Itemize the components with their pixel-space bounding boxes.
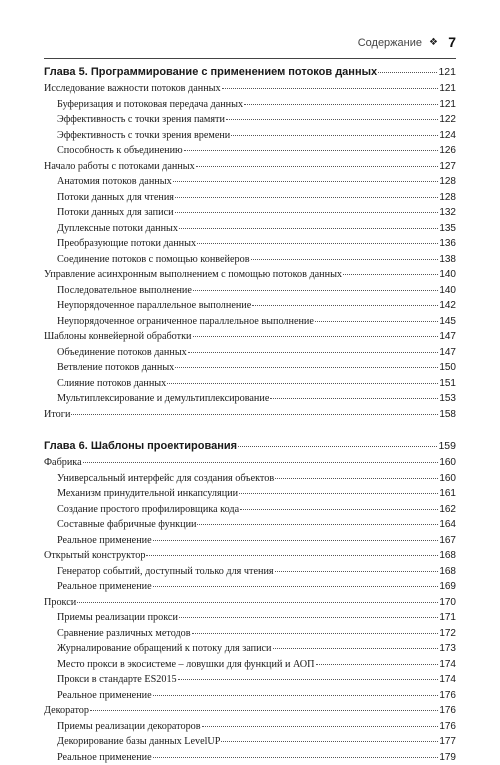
toc-entry-title: Способность к объединению bbox=[57, 143, 183, 159]
toc-section[interactable] bbox=[44, 267, 456, 283]
toc-entry-page: 126 bbox=[439, 143, 456, 159]
toc-subsection[interactable] bbox=[44, 174, 456, 190]
toc-section[interactable] bbox=[44, 81, 456, 97]
dot-leader bbox=[175, 197, 438, 198]
toc-subsection[interactable] bbox=[44, 502, 456, 518]
dot-leader bbox=[238, 446, 437, 447]
toc-entry-page: 140 bbox=[439, 283, 456, 299]
toc-subsection[interactable] bbox=[44, 750, 456, 765]
toc-entry-page: 160 bbox=[439, 471, 456, 487]
dot-leader bbox=[175, 367, 438, 368]
toc-entry-page: 179 bbox=[439, 750, 456, 765]
toc-entry-title: Потоки данных для записи bbox=[57, 205, 174, 221]
toc-section[interactable] bbox=[44, 595, 456, 611]
toc-entry-title: Приемы реализации декораторов bbox=[57, 719, 201, 735]
toc-section[interactable] bbox=[44, 548, 456, 564]
toc-entry-page: 158 bbox=[439, 407, 456, 423]
dot-leader bbox=[315, 321, 438, 322]
toc-entry-title: Фабрика bbox=[44, 455, 82, 471]
toc-entry-title: Шаблоны конвейерной обработки bbox=[44, 329, 192, 345]
toc-subsection[interactable] bbox=[44, 112, 456, 128]
toc-section[interactable] bbox=[44, 407, 456, 423]
toc-entry-page: 168 bbox=[439, 548, 456, 564]
toc-entry-title: Начало работы с потоками данных bbox=[44, 159, 195, 175]
toc-entry-page: 174 bbox=[439, 657, 456, 673]
toc-entry-page: 164 bbox=[439, 517, 456, 533]
toc-entry-title: Открытый конструктор bbox=[44, 548, 145, 564]
toc-subsection[interactable] bbox=[44, 128, 456, 144]
toc-subsection[interactable] bbox=[44, 97, 456, 113]
dot-leader bbox=[175, 212, 439, 213]
toc-subsection[interactable] bbox=[44, 283, 456, 299]
dot-leader bbox=[197, 524, 438, 525]
toc-entry-page: 160 bbox=[439, 455, 456, 471]
toc-subsection[interactable] bbox=[44, 610, 456, 626]
toc-subsection[interactable] bbox=[44, 564, 456, 580]
toc-entry-page: 170 bbox=[439, 595, 456, 611]
toc-subsection[interactable] bbox=[44, 236, 456, 252]
dot-leader bbox=[221, 741, 438, 742]
toc-entry-title: Преобразующие потоки данных bbox=[57, 236, 196, 252]
dot-leader bbox=[173, 181, 439, 182]
toc-entry-title: Неупорядоченное ограниченное параллельное выполнение bbox=[57, 314, 314, 330]
dot-leader bbox=[179, 228, 438, 229]
dot-leader bbox=[343, 274, 438, 275]
toc-subsection[interactable] bbox=[44, 719, 456, 735]
table-of-contents bbox=[44, 64, 456, 765]
toc-entry-page: 121 bbox=[439, 81, 456, 97]
dot-leader bbox=[275, 478, 438, 479]
toc-entry-title: Глава 5. Программирование с применением потоков данных bbox=[44, 64, 377, 81]
page-number: 7 bbox=[448, 34, 456, 50]
toc-subsection[interactable] bbox=[44, 471, 456, 487]
toc-subsection[interactable] bbox=[44, 486, 456, 502]
toc-entry-title: Ветвление потоков данных bbox=[57, 360, 174, 376]
toc-entry-page: 176 bbox=[439, 688, 456, 704]
toc-subsection[interactable] bbox=[44, 345, 456, 361]
toc-entry-title: Итоги bbox=[44, 407, 70, 423]
toc-entry-page: 173 bbox=[439, 641, 456, 657]
dot-leader bbox=[251, 259, 439, 260]
toc-entry-title: Реальное применение bbox=[57, 533, 152, 549]
toc-entry-page: 136 bbox=[439, 236, 456, 252]
toc-entry-title: Реальное применение bbox=[57, 579, 152, 595]
dot-leader bbox=[193, 290, 438, 291]
chapter-spacer bbox=[44, 422, 456, 438]
dot-leader bbox=[239, 493, 438, 494]
toc-entry-title: Декоратор bbox=[44, 703, 89, 719]
toc-entry-title: Сравнение различных методов bbox=[57, 626, 191, 642]
chapter-heading[interactable] bbox=[44, 64, 456, 81]
toc-entry-page: 176 bbox=[439, 703, 456, 719]
dot-leader bbox=[270, 398, 438, 399]
toc-entry-page: 121 bbox=[439, 97, 456, 113]
dot-leader bbox=[167, 383, 438, 384]
toc-entry-page: 150 bbox=[439, 360, 456, 376]
toc-entry-title: Реальное применение bbox=[57, 750, 152, 765]
dot-leader bbox=[146, 555, 438, 556]
dot-leader bbox=[197, 243, 438, 244]
dot-leader bbox=[71, 414, 438, 415]
dot-leader bbox=[188, 352, 439, 353]
toc-entry-title: Дуплексные потоки данных bbox=[57, 221, 178, 237]
toc-entry-page: 153 bbox=[439, 391, 456, 407]
toc-entry-title: Декорирование базы данных LevelUP bbox=[57, 734, 220, 750]
toc-entry-page: 162 bbox=[439, 502, 456, 518]
toc-entry-page: 145 bbox=[439, 314, 456, 330]
toc-entry-page: 124 bbox=[439, 128, 456, 144]
toc-entry-page: 140 bbox=[439, 267, 456, 283]
toc-entry-title: Мультиплексирование и демультиплексирование bbox=[57, 391, 269, 407]
toc-entry-page: 151 bbox=[439, 376, 456, 392]
toc-entry-title: Неупорядоченное параллельное выполнение bbox=[57, 298, 251, 314]
dot-leader bbox=[83, 462, 439, 463]
toc-entry-page: 171 bbox=[439, 610, 456, 626]
dot-leader bbox=[244, 104, 438, 105]
toc-entry-page: 161 bbox=[439, 486, 456, 502]
dot-leader bbox=[153, 540, 439, 541]
toc-subsection[interactable] bbox=[44, 579, 456, 595]
toc-entry-title: Прокси в стандарте ES2015 bbox=[57, 672, 177, 688]
toc-entry-page: 128 bbox=[439, 174, 456, 190]
toc-subsection[interactable] bbox=[44, 626, 456, 642]
toc-subsection[interactable] bbox=[44, 517, 456, 533]
toc-entry-title: Буферизация и потоковая передача данных bbox=[57, 97, 243, 113]
toc-entry-title: Прокси bbox=[44, 595, 76, 611]
toc-subsection[interactable] bbox=[44, 360, 456, 376]
toc-subsection[interactable] bbox=[44, 205, 456, 221]
toc-entry-page: 177 bbox=[439, 734, 456, 750]
dot-leader bbox=[378, 72, 437, 73]
toc-entry-title: Место прокси в экосистеме – ловушки для функций и АОП bbox=[57, 657, 315, 673]
toc-entry-page: 138 bbox=[439, 252, 456, 268]
toc-entry-page: 121 bbox=[438, 64, 456, 81]
toc-entry-title: Универсальный интерфейс для создания объектов bbox=[57, 471, 274, 487]
toc-entry-title: Создание простого профилировщика кода bbox=[57, 502, 239, 518]
toc-entry-page: 176 bbox=[439, 719, 456, 735]
toc-entry-title: Составные фабричные функции bbox=[57, 517, 196, 533]
toc-subsection[interactable] bbox=[44, 734, 456, 750]
toc-section[interactable] bbox=[44, 159, 456, 175]
toc-entry-page: 167 bbox=[439, 533, 456, 549]
toc-entry-title: Последовательное выполнение bbox=[57, 283, 192, 299]
dot-leader bbox=[178, 679, 439, 680]
toc-subsection[interactable] bbox=[44, 672, 456, 688]
toc-subsection[interactable] bbox=[44, 391, 456, 407]
toc-subsection[interactable] bbox=[44, 641, 456, 657]
dot-leader bbox=[192, 633, 439, 634]
dot-leader bbox=[226, 119, 438, 120]
dot-leader bbox=[275, 571, 439, 572]
toc-section[interactable] bbox=[44, 329, 456, 345]
toc-subsection[interactable] bbox=[44, 533, 456, 549]
toc-entry-title: Генератор событий, доступный только для чтения bbox=[57, 564, 274, 580]
dot-leader bbox=[231, 135, 438, 136]
toc-section[interactable] bbox=[44, 455, 456, 471]
toc-entry-page: 168 bbox=[439, 564, 456, 580]
dot-leader bbox=[202, 726, 439, 727]
toc-entry-page: 169 bbox=[439, 579, 456, 595]
toc-section[interactable] bbox=[44, 703, 456, 719]
toc-entry-title: Реальное применение bbox=[57, 688, 152, 704]
toc-entry-page: 147 bbox=[439, 345, 456, 361]
toc-entry-title: Механизм принудительной инкапсуляции bbox=[57, 486, 238, 502]
dot-leader bbox=[252, 305, 438, 306]
toc-subsection[interactable] bbox=[44, 314, 456, 330]
dot-leader bbox=[77, 602, 438, 603]
toc-entry-title: Глава 6. Шаблоны проектирования bbox=[44, 438, 237, 455]
toc-entry-page: 147 bbox=[439, 329, 456, 345]
toc-subsection[interactable] bbox=[44, 190, 456, 206]
toc-entry-title: Соединение потоков с помощью конвейеров bbox=[57, 252, 250, 268]
toc-entry-page: 159 bbox=[438, 438, 456, 455]
toc-entry-title: Управление асинхронным выполнением с помощью потоков данных bbox=[44, 267, 342, 283]
toc-entry-title: Эффективность с точки зрения времени bbox=[57, 128, 230, 144]
toc-entry-title: Эффективность с точки зрения памяти bbox=[57, 112, 225, 128]
toc-entry-title: Потоки данных для чтения bbox=[57, 190, 174, 206]
dot-leader bbox=[273, 648, 439, 649]
toc-entry-page: 122 bbox=[439, 112, 456, 128]
toc-entry-title: Журналирование обращений к потоку для записи bbox=[57, 641, 272, 657]
toc-subsection[interactable] bbox=[44, 657, 456, 673]
dot-leader bbox=[222, 88, 439, 89]
toc-entry-page: 142 bbox=[439, 298, 456, 314]
toc-subsection[interactable] bbox=[44, 298, 456, 314]
toc-subsection[interactable] bbox=[44, 688, 456, 704]
dot-leader bbox=[90, 710, 438, 711]
dot-leader bbox=[316, 664, 439, 665]
dot-leader bbox=[179, 617, 438, 618]
toc-entry-page: 132 bbox=[439, 205, 456, 221]
toc-entry-page: 174 bbox=[439, 672, 456, 688]
dot-leader bbox=[193, 336, 439, 337]
chapter-heading[interactable] bbox=[44, 438, 456, 455]
dot-leader bbox=[184, 150, 439, 151]
dot-leader bbox=[196, 166, 439, 167]
header-title: Содержание bbox=[358, 37, 422, 49]
toc-entry-title: Объединение потоков данных bbox=[57, 345, 187, 361]
toc-entry-page: 127 bbox=[439, 159, 456, 175]
dot-leader bbox=[240, 509, 438, 510]
toc-subsection[interactable] bbox=[44, 252, 456, 268]
toc-entry-page: 135 bbox=[439, 221, 456, 237]
ornament-icon: ❖ bbox=[429, 37, 438, 48]
dot-leader bbox=[153, 586, 439, 587]
toc-entry-title: Исследование важности потоков данных bbox=[44, 81, 221, 97]
dot-leader bbox=[153, 695, 439, 696]
toc-subsection[interactable] bbox=[44, 221, 456, 237]
toc-entry-title: Слияние потоков данных bbox=[57, 376, 166, 392]
running-header bbox=[44, 36, 456, 59]
toc-entry-title: Анатомия потоков данных bbox=[57, 174, 172, 190]
toc-subsection[interactable] bbox=[44, 376, 456, 392]
toc-subsection[interactable] bbox=[44, 143, 456, 159]
toc-entry-title: Приемы реализации прокси bbox=[57, 610, 178, 626]
toc-entry-page: 172 bbox=[439, 626, 456, 642]
toc-entry-page: 128 bbox=[439, 190, 456, 206]
dot-leader bbox=[153, 757, 439, 758]
